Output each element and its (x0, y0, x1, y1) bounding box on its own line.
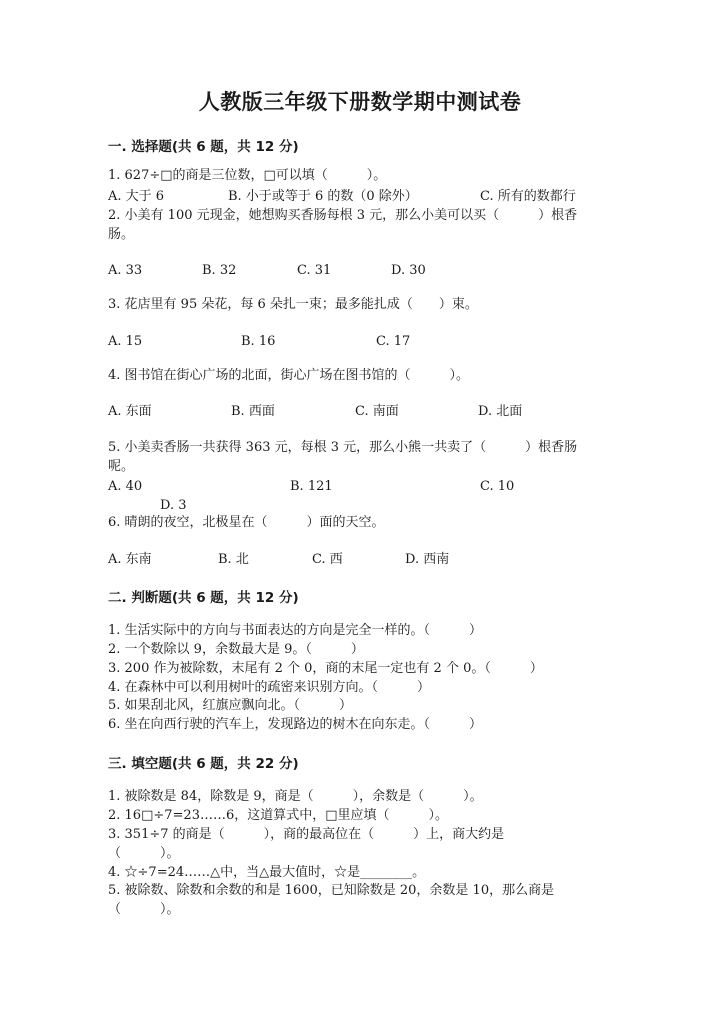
fill-q2: 2. 16□÷7=23……6，这道算式中，□里应填（ ）。 (108, 808, 449, 823)
section-heading-choice: 一. 选择题(共 6 题，共 12 分) (108, 139, 299, 155)
choice-q4-option-b: B. 西面 (231, 404, 275, 419)
choice-q2-option-a: A. 33 (108, 263, 143, 278)
choice-q4-text: 4. 图书馆在街心广场的北面，街心广场在图书馆的（ ）。 (108, 368, 470, 383)
choice-q5-option-b: B. 121 (290, 479, 333, 494)
choice-q3-option-c: C. 17 (376, 334, 411, 349)
choice-q1-text: 1. 627÷□的商是三位数，□可以填（ ）。 (108, 168, 387, 183)
choice-q1-option-b: B. 小于或等于 6 的数（0 除外） (228, 189, 418, 204)
section-heading-judgment: 二. 判断题(共 6 题，共 12 分) (108, 590, 299, 606)
choice-q5-text: 5. 小美卖香肠一共获得 363 元，每根 3 元，那么小熊一共卖了（ ）根香肠 (108, 440, 578, 455)
choice-q4-option-d: D. 北面 (478, 404, 523, 419)
choice-q1-option-c: C. 所有的数都行 (480, 189, 576, 204)
fill-q5-cont: （ ）。 (108, 902, 180, 917)
choice-q2-text: 2. 小美有 100 元现金，她想购买香肠每根 3 元，那么小美可以买（ ）根香 (108, 208, 578, 223)
choice-q1-option-a: A. 大于 6 (108, 189, 165, 204)
choice-q4-option-c: C. 南面 (355, 404, 399, 419)
choice-q6-option-c: C. 西 (312, 552, 343, 567)
judgment-q2: 2. 一个数除以 9，余数最大是 9。（ ） (108, 642, 364, 657)
judgment-q4: 4. 在森林中可以利用树叶的疏密来识别方向。（ ） (108, 680, 431, 695)
judgment-q6: 6. 坐在向西行驶的汽车上，发现路边的树木在向东走。（ ） (108, 717, 483, 732)
choice-q5-text-cont: 呢。 (108, 459, 135, 474)
choice-q3-option-b: B. 16 (241, 334, 276, 349)
choice-q3-option-a: A. 15 (108, 334, 143, 349)
choice-q2-option-d: D. 30 (391, 263, 426, 278)
judgment-q3: 3. 200 作为被除数，末尾有 2 个 0，商的末尾一定也有 2 个 0。（ ） (108, 661, 543, 676)
judgment-q1: 1. 生活实际中的方向与书面表达的方向是完全一样的。（ ） (108, 623, 483, 638)
fill-q1: 1. 被除数是 84，除数是 9，商是（ ），余数是（ ）。 (108, 789, 483, 804)
judgment-q5: 5. 如果刮北风，红旗应飘向北。（ ） (108, 698, 353, 713)
choice-q3-text: 3. 花店里有 95 朵花，每 6 朵扎一束；最多能扎成（ ）束。 (108, 297, 478, 312)
choice-q6-option-b: B. 北 (218, 552, 249, 567)
fill-q3-cont: （ ）。 (108, 846, 180, 861)
choice-q5-option-d: D. 3 (160, 498, 187, 513)
fill-q5: 5. 被除数、除数和余数的和是 1600，已知除数是 20，余数是 10，那么商是 (108, 883, 555, 898)
choice-q2-option-b: B. 32 (202, 263, 237, 278)
choice-q4-option-a: A. 东面 (108, 404, 152, 419)
choice-q2-option-c: C. 31 (297, 263, 332, 278)
choice-q5-option-c: C. 10 (480, 479, 515, 494)
choice-q5-option-a: A. 40 (108, 479, 143, 494)
section-heading-fill: 三. 填空题(共 6 题，共 22 分) (108, 756, 299, 772)
choice-q6-option-d: D. 西南 (405, 552, 450, 567)
fill-q4: 4. ☆÷7=24……△中，当△最大值时，☆是________。 (108, 865, 426, 880)
choice-q6-option-a: A. 东南 (108, 552, 152, 567)
exam-title: 人教版三年级下册数学期中测试卷 (198, 90, 522, 114)
fill-q3: 3. 351÷7 的商是（ ），商的最高位在（ ）上，商大约是 (108, 827, 505, 842)
choice-q6-text: 6. 晴朗的夜空，北极星在（ ）面的天空。 (108, 515, 385, 530)
choice-q2-text-cont: 肠。 (108, 227, 135, 242)
